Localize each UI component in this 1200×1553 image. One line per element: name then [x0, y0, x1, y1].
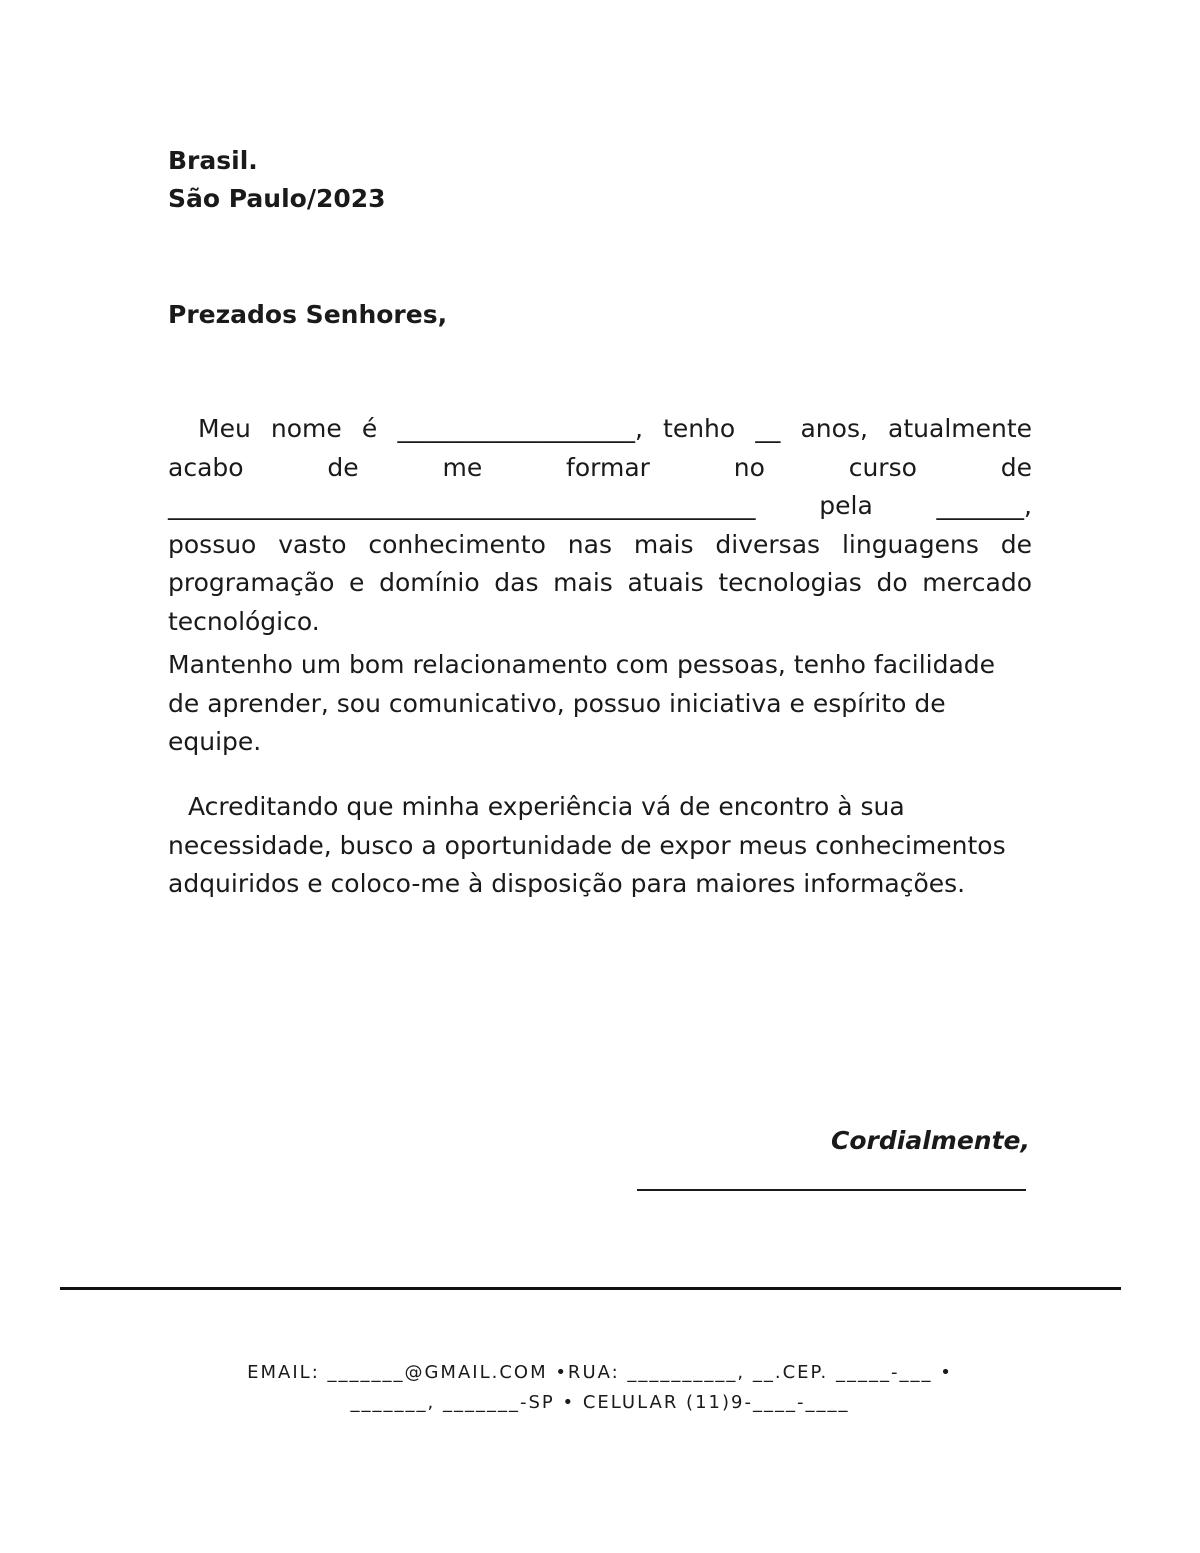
header-country: Brasil.	[168, 146, 258, 175]
closing-salutation: Cordialmente,	[831, 1126, 1030, 1155]
signature-line	[637, 1189, 1026, 1191]
intro-age-label: , tenho	[634, 414, 736, 443]
paragraph-skills: Mantenho um bom relacionamento com pessoas, tenho facilidade de aprender, sou comunicativo, possuo iniciativa e espírito de equipe.	[168, 650, 996, 756]
intro-line-3	[168, 487, 1032, 526]
intro-line-2: acabo de me formar no curso de	[168, 452, 1032, 482]
paragraph-closing-statement	[168, 788, 1028, 904]
footer-line-2: _______, _______-SP • CELULAR (11)9-____-____	[350, 1392, 850, 1413]
intro-rest: possuo vasto conhecimento nas mais diversas linguagens de programação e domínio das mais atuais tecnologias do mercado tecnológico.	[168, 529, 1032, 636]
age-blank: __	[755, 414, 781, 443]
institution-blank: _______	[936, 491, 1025, 520]
paragraph-introduction	[168, 410, 1032, 641]
intro-by-label: pela	[819, 491, 873, 520]
name-blank: ___________________	[397, 414, 635, 443]
letter-header	[168, 142, 386, 218]
header-city-year: São Paulo/2023	[168, 184, 386, 213]
closing-statement-text: Acreditando que minha experiência vá de encontro à sua necessidade, busco a oportunidade de expor meus conhecimentos adquiridos e coloco-me à disposição para maiores informações.	[168, 792, 1006, 898]
intro-currently-label: anos, atualmente	[800, 414, 1033, 443]
intro-line-1	[168, 410, 1032, 449]
intro-comma: ,	[1024, 491, 1032, 520]
footer-divider	[60, 1287, 1121, 1290]
course-blank: _______________________________________________	[168, 491, 756, 520]
contact-footer	[160, 1358, 1040, 1418]
greeting: Prezados Senhores,	[168, 300, 448, 329]
intro-name-label: Meu nome é	[198, 414, 378, 443]
footer-line-1: EMAIL: _______@GMAIL.COM •RUA: __________, __.CEP. _____-___ •	[247, 1362, 953, 1383]
